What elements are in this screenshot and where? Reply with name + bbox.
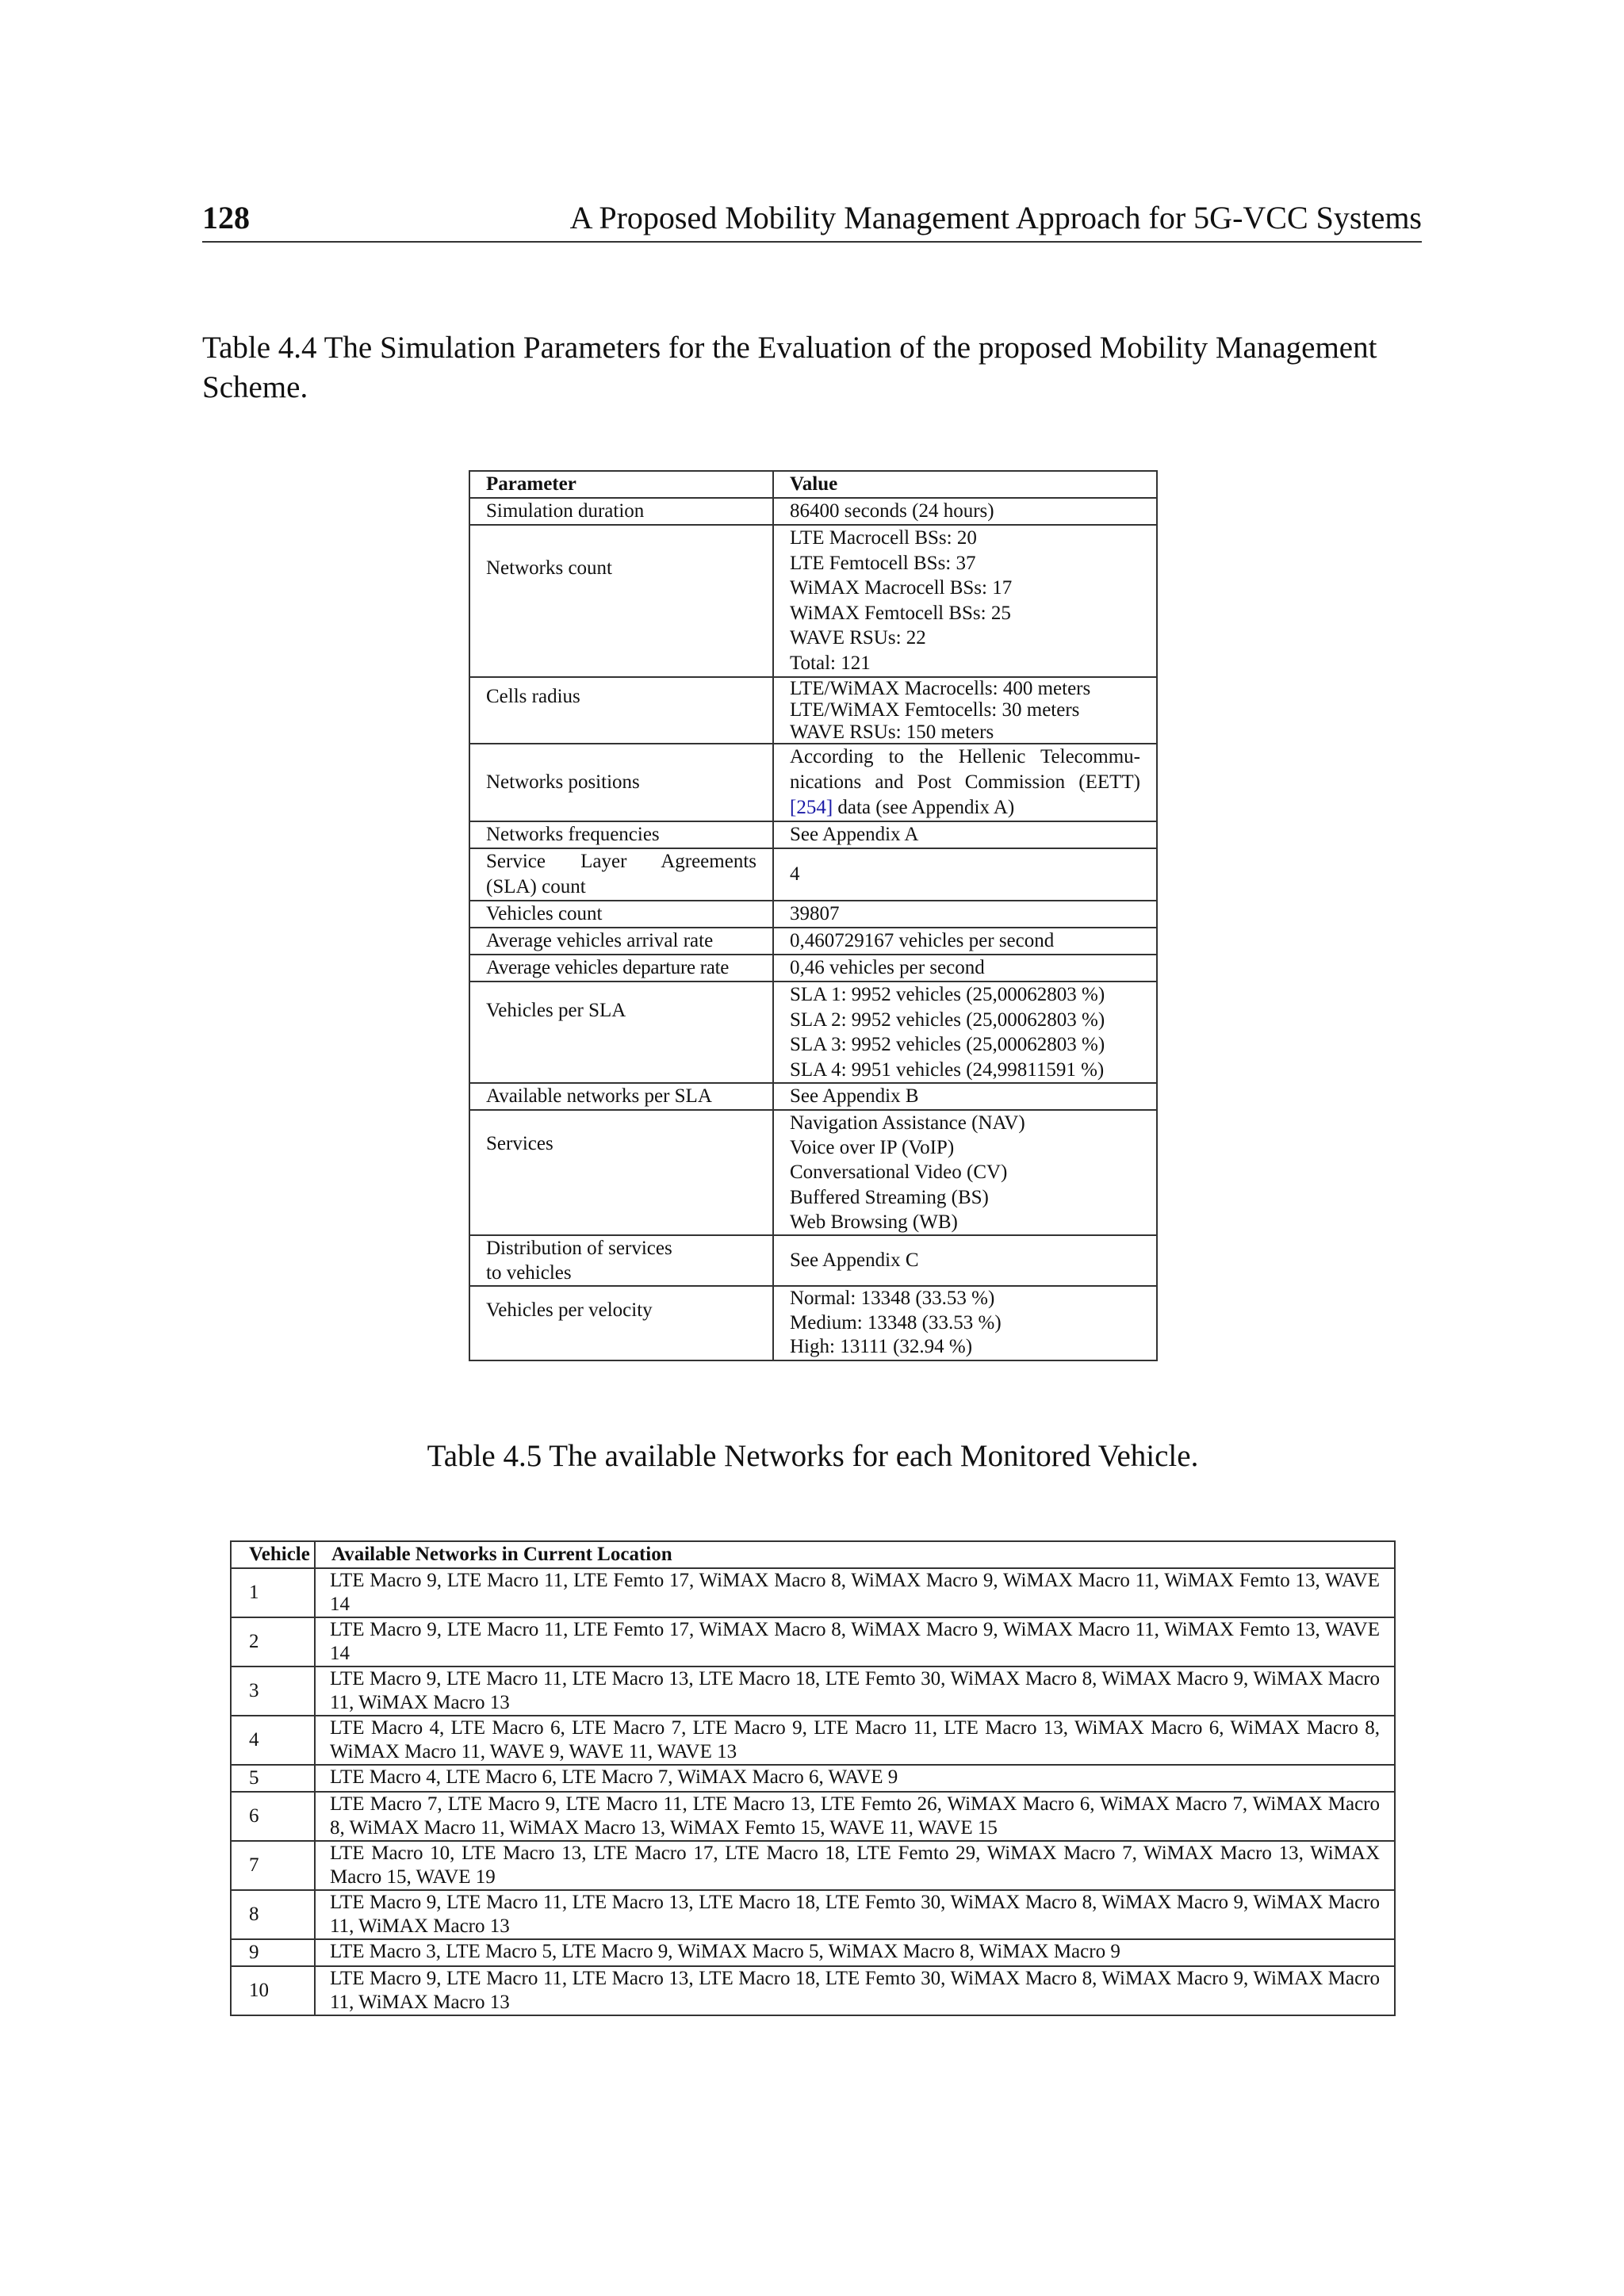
networks-cell: LTE Macro 4, LTE Macro 6, LTE Macro 7, LTE Macro 9, LTE Macro 11, LTE Macro 13, WiMAX Macro 6, WiMAX Macro 8, WiMAX Macro 11, WAVE 9, WAVE 11, WAVE 13 [315, 1716, 1395, 1765]
vehicle-cell: 8 [231, 1890, 315, 1939]
parameter-cell [469, 982, 773, 1083]
value-cell: 0,46 vehicles per second [773, 955, 1157, 982]
simulation-parameters-table [469, 470, 1158, 1361]
value-cell: 86400 seconds (24 hours) [773, 498, 1157, 525]
table-row [231, 1792, 1395, 1841]
available-networks-table [230, 1540, 1396, 2016]
vehicle-cell: 10 [231, 1966, 315, 2015]
parameter-cell [469, 1286, 773, 1360]
parameter-cell [469, 848, 773, 901]
vehicle-cell: 5 [231, 1765, 315, 1792]
table-row [469, 848, 1157, 901]
table-row [231, 1617, 1395, 1667]
value-cell: 39807 [773, 901, 1157, 928]
parameter-cell: Average vehicles arrival rate [469, 928, 773, 955]
parameter-cell: Distribution of services to vehicles [469, 1235, 773, 1286]
value-cell: SLA 1: 9952 vehicles (25,00062803 %) SLA 2: 9952 vehicles (25,00062803 %) SLA 3: 9952 vehicles (25,00062803 %) SLA 4: 9951 vehicles (24,99811591 %) [773, 982, 1157, 1083]
value-text: data (see Appendix A) [833, 797, 1015, 819]
value-line: nications and Post Commission (EETT) [790, 771, 1140, 794]
value-cell: See Appendix B [773, 1083, 1157, 1110]
value-line [790, 795, 1140, 821]
column-header-parameter: Parameter [469, 471, 773, 498]
parameter-text: Vehicles per SLA [486, 1000, 626, 1022]
value-cell: Navigation Assistance (NAV) Voice over IP (VoIP) Conversational Video (CV) Buffered Streaming (BS) Web Browsing (WB) [773, 1110, 1157, 1235]
parameter-cell: Average vehicles departure rate [469, 955, 773, 982]
vehicle-cell: 9 [231, 1939, 315, 1966]
parameter-cell: Simulation duration [469, 498, 773, 525]
value-cell: 0,460729167 vehicles per second [773, 928, 1157, 955]
vehicle-cell: 1 [231, 1568, 315, 1617]
table-row [469, 677, 1157, 744]
vehicle-cell: 4 [231, 1716, 315, 1765]
table-row [469, 1083, 1157, 1110]
page-header [202, 195, 1422, 243]
parameter-cell: Available networks per SLA [469, 1083, 773, 1110]
table-row [231, 1939, 1395, 1966]
table-row [469, 1235, 1157, 1286]
networks-cell: LTE Macro 4, LTE Macro 6, LTE Macro 7, WiMAX Macro 6, WAVE 9 [315, 1765, 1395, 1792]
table-row [231, 1568, 1395, 1617]
parameter-line: (SLA) count [486, 876, 586, 898]
table-header-row [231, 1541, 1395, 1568]
parameter-text: Services [486, 1133, 553, 1155]
parameter-cell: Vehicles count [469, 901, 773, 928]
table-row [469, 525, 1157, 677]
parameter-text: Networks count [486, 557, 612, 579]
value-cell: See Appendix A [773, 821, 1157, 848]
value-cell: LTE/WiMAX Macrocells: 400 meters LTE/WiMAX Femtocells: 30 meters WAVE RSUs: 150 meters [773, 677, 1157, 744]
value-cell [773, 744, 1157, 821]
value-cell: 4 [773, 848, 1157, 901]
vehicle-cell: 6 [231, 1792, 315, 1841]
parameter-cell [469, 525, 773, 677]
networks-cell: LTE Macro 9, LTE Macro 11, LTE Macro 13, LTE Macro 18, LTE Femto 30, WiMAX Macro 8, WiMAX Macro 9, WiMAX Macro 11, WiMAX Macro 13 [315, 1890, 1395, 1939]
parameter-text: Vehicles per velocity [486, 1299, 653, 1322]
column-header-vehicle: Vehicle [231, 1541, 315, 1568]
table-4-4-caption: Table 4.4 The Simulation Parameters for the Evaluation of the proposed Mobility Management Scheme. [202, 331, 1377, 404]
vehicle-cell: 2 [231, 1617, 315, 1667]
parameter-cell [469, 677, 773, 744]
table-row [469, 1286, 1157, 1360]
table-row [469, 498, 1157, 525]
column-header-value: Value [773, 471, 1157, 498]
table-row [469, 982, 1157, 1083]
table-header-row [469, 471, 1157, 498]
table-row [469, 928, 1157, 955]
table-row [469, 901, 1157, 928]
parameter-text: Cells radius [486, 685, 580, 707]
table-row [469, 744, 1157, 821]
running-title: A Proposed Mobility Management Approach for 5G-VCC Systems [569, 200, 1422, 235]
table-row [231, 1667, 1395, 1716]
table-row [231, 1890, 1395, 1939]
parameter-cell: Networks positions [469, 744, 773, 821]
value-cell: Normal: 13348 (33.53 %) Medium: 13348 (33.53 %) High: 13111 (32.94 %) [773, 1286, 1157, 1360]
table-row [231, 1716, 1395, 1765]
parameter-cell: Networks frequencies [469, 821, 773, 848]
networks-cell: LTE Macro 10, LTE Macro 13, LTE Macro 17, LTE Macro 18, LTE Femto 29, WiMAX Macro 7, WiMAX Macro 13, WiMAX Macro 15, WAVE 19 [315, 1841, 1395, 1890]
networks-cell: LTE Macro 9, LTE Macro 11, LTE Femto 17, WiMAX Macro 8, WiMAX Macro 9, WiMAX Macro 11, WiMAX Femto 13, WAVE 14 [315, 1617, 1395, 1667]
networks-cell: LTE Macro 3, LTE Macro 5, LTE Macro 9, WiMAX Macro 5, WiMAX Macro 8, WiMAX Macro 9 [315, 1939, 1395, 1966]
networks-cell: LTE Macro 9, LTE Macro 11, LTE Macro 13, LTE Macro 18, LTE Femto 30, WiMAX Macro 8, WiMAX Macro 9, WiMAX Macro 11, WiMAX Macro 13 [315, 1667, 1395, 1716]
table-row [231, 1765, 1395, 1792]
table-row [469, 821, 1157, 848]
page-number: 128 [202, 200, 250, 235]
citation-link[interactable]: [254] [790, 797, 833, 819]
table-row [469, 1110, 1157, 1235]
value-line: According to the Hellenic Telecommu- [790, 746, 1140, 768]
networks-cell: LTE Macro 9, LTE Macro 11, LTE Femto 17, WiMAX Macro 8, WiMAX Macro 9, WiMAX Macro 11, WiMAX Femto 13, WAVE 14 [315, 1568, 1395, 1617]
value-cell: See Appendix C [773, 1235, 1157, 1286]
table-row [469, 955, 1157, 982]
value-cell: LTE Macrocell BSs: 20 LTE Femtocell BSs: 37 WiMAX Macrocell BSs: 17 WiMAX Femtocell BSs: 25 WAVE RSUs: 22 Total: 121 [773, 525, 1157, 677]
vehicle-cell: 3 [231, 1667, 315, 1716]
parameter-line: Service Layer Agreements [486, 851, 756, 873]
networks-cell: LTE Macro 9, LTE Macro 11, LTE Macro 13, LTE Macro 18, LTE Femto 30, WiMAX Macro 8, WiMAX Macro 9, WiMAX Macro 11, WiMAX Macro 13 [315, 1966, 1395, 2015]
table-row [231, 1966, 1395, 2015]
networks-cell: LTE Macro 7, LTE Macro 9, LTE Macro 11, LTE Macro 13, LTE Femto 26, WiMAX Macro 6, WiMAX Macro 7, WiMAX Macro 8, WiMAX Macro 11, WiMAX Macro 13, WiMAX Femto 15, WAVE 11, WAVE 15 [315, 1792, 1395, 1841]
vehicle-cell: 7 [231, 1841, 315, 1890]
column-header-networks: Available Networks in Current Location [315, 1541, 1395, 1568]
table-4-5-caption: Table 4.5 The available Networks for each Monitored Vehicle. [427, 1439, 1199, 1473]
table-row [231, 1841, 1395, 1890]
parameter-cell [469, 1110, 773, 1235]
